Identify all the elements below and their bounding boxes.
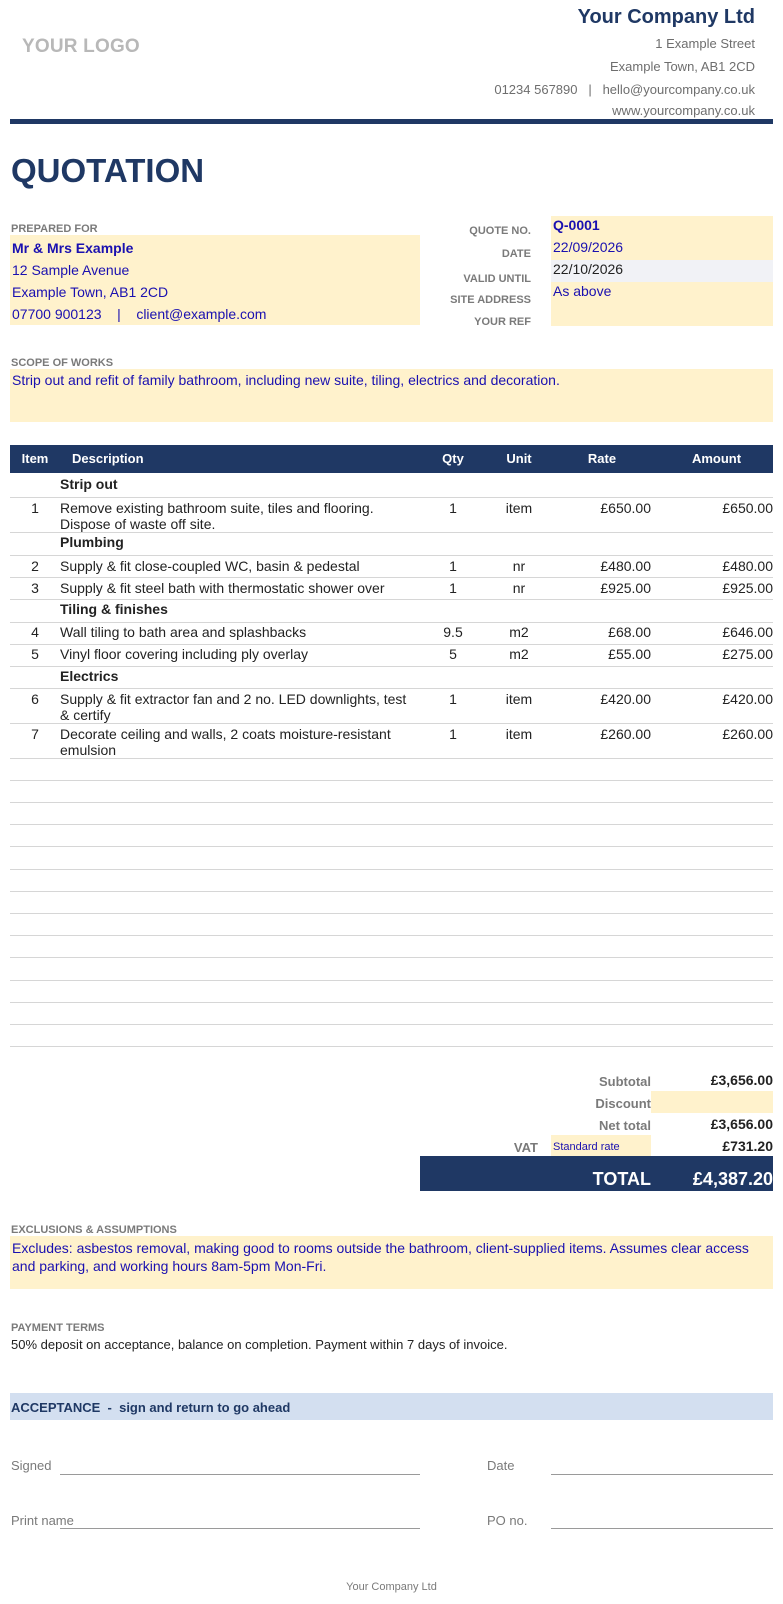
print-name-line[interactable] (60, 1528, 420, 1529)
payment-terms-text: 50% deposit on acceptance, balance on completion. Payment within 7 days of invoice. (11, 1337, 508, 1352)
empty-row-divider (10, 802, 773, 803)
row-6-item: 6 (31, 691, 39, 707)
client-name-field[interactable]: Mr & Mrs Example (12, 240, 134, 256)
grand-total-value: £4,387.20 (692, 1169, 773, 1189)
col-header-unit: Unit (506, 451, 532, 466)
po-number-label: PO no. (487, 1513, 528, 1528)
row-1-rate: £650.00 (600, 500, 651, 516)
net-total-label: Net total (599, 1118, 651, 1133)
scope-label: SCOPE OF WORKS (11, 357, 114, 369)
empty-row-divider (10, 824, 773, 825)
row-4-unit: m2 (509, 624, 529, 640)
signature-line[interactable] (60, 1474, 420, 1475)
valid-until-field[interactable]: 22/10/2026 (551, 260, 773, 282)
row-divider (10, 555, 773, 556)
vat-rate-select[interactable]: Standard rate (551, 1135, 651, 1157)
row-divider (10, 688, 773, 689)
row-7-unit: item (505, 726, 533, 742)
col-header-amount: Amount (691, 451, 742, 466)
signed-label: Signed (11, 1458, 52, 1473)
row-divider (10, 532, 773, 533)
company-website: www.yourcompany.co.uk (612, 103, 755, 118)
page-title: QUOTATION (11, 152, 205, 189)
row-divider (10, 644, 773, 645)
contact-separator: | (588, 82, 592, 97)
col-header-description: Description (72, 451, 144, 466)
empty-row-divider (10, 891, 773, 892)
row-6-amount: £420.00 (722, 691, 773, 707)
client-contact-separator: | (117, 306, 121, 322)
row-2-rate: £480.00 (600, 558, 651, 574)
site-address-label: SITE ADDRESS (450, 294, 531, 306)
row-4-amount: £646.00 (722, 624, 773, 640)
client-phone: 07700 900123 (12, 306, 102, 322)
row-3-qty: 1 (449, 580, 457, 596)
row-3-rate: £925.00 (600, 580, 651, 596)
row-1-amount: £650.00 (722, 500, 773, 516)
vat-label: VAT (513, 1140, 538, 1155)
exclusions-label: EXCLUSIONS & ASSUMPTIONS (11, 1224, 177, 1236)
row-divider (10, 622, 773, 623)
empty-row-divider (10, 846, 773, 847)
row-divider (10, 666, 773, 667)
subtotal-value: £3,656.00 (710, 1072, 773, 1088)
category-plumbing: Plumbing (60, 534, 124, 550)
company-contact (494, 82, 755, 97)
empty-row-divider (10, 935, 773, 936)
row-6-unit: item (505, 691, 533, 707)
row-divider (10, 599, 773, 600)
payment-terms-label: PAYMENT TERMS (11, 1322, 105, 1334)
acceptance-date-line[interactable] (551, 1474, 773, 1475)
row-7-description: Decorate ceiling and walls, 2 coats moisture-resistant emulsion (60, 726, 391, 758)
prepared-for-label: PREPARED FOR (11, 223, 98, 235)
row-3-unit: nr (512, 580, 526, 596)
col-header-qty: Qty (442, 451, 464, 466)
row-7-amount: £260.00 (722, 726, 773, 742)
row-2-qty: 1 (449, 558, 457, 574)
vat-value: £731.20 (722, 1138, 773, 1154)
quote-no-field[interactable]: Q-0001 (551, 216, 773, 238)
client-address-line1-field[interactable]: 12 Sample Avenue (12, 262, 130, 278)
client-contact-field[interactable] (12, 306, 266, 322)
row-5-unit: m2 (509, 646, 529, 662)
empty-row-divider (10, 780, 773, 781)
row-6-qty: 1 (449, 691, 457, 707)
col-header-rate: Rate (587, 451, 617, 466)
row-2-amount: £480.00 (722, 558, 773, 574)
company-email: hello@yourcompany.co.uk (602, 82, 755, 97)
exclusions-field[interactable]: Excludes: asbestos removal, making good to rooms outside the bathroom, client-supplied items. Assumes clear access and parking, and working hours 8am-5pm Mon-Fri. (10, 1236, 773, 1289)
site-address-field[interactable]: As above (551, 282, 773, 304)
empty-row-divider (10, 957, 773, 958)
company-logo-placeholder: YOUR LOGO (22, 36, 140, 57)
acceptance-date-label: Date (487, 1458, 515, 1473)
row-7-item: 7 (31, 726, 39, 742)
row-2-unit: nr (512, 558, 526, 574)
row-1-qty: 1 (449, 500, 457, 516)
row-divider (10, 497, 773, 498)
subtotal-label: Subtotal (599, 1074, 651, 1089)
empty-row-divider (10, 869, 773, 870)
row-2-item: 2 (31, 558, 39, 574)
row-divider (10, 758, 773, 759)
row-6-description: Supply & fit extractor fan and 2 no. LED downlights, test & certify (60, 691, 407, 723)
discount-label: Discount (595, 1096, 651, 1111)
row-2-description: Supply & fit close-coupled WC, basin & pedestal (60, 558, 360, 574)
print-name-label: Print name (11, 1513, 74, 1528)
grand-total-label: TOTAL (592, 1169, 651, 1189)
header-divider (10, 119, 773, 124)
row-6-rate: £420.00 (600, 691, 651, 707)
footer-company: Your Company Ltd (346, 1581, 437, 1593)
row-4-item: 4 (31, 624, 39, 640)
row-1-item: 1 (31, 500, 39, 516)
empty-row-divider (10, 980, 773, 981)
row-3-description: Supply & fit steel bath with thermostatic shower over (60, 580, 385, 596)
row-5-qty: 5 (449, 646, 457, 662)
company-address-line1: 1 Example Street (655, 36, 755, 51)
col-header-item: Item (21, 451, 49, 466)
scope-field[interactable]: Strip out and refit of family bathroom, including new suite, tiling, electrics and decoration. (10, 369, 773, 422)
quote-date-field[interactable]: 22/09/2026 (551, 238, 773, 260)
po-number-line[interactable] (551, 1528, 773, 1529)
company-address-line2: Example Town, AB1 2CD (610, 59, 755, 74)
row-1-unit: item (505, 500, 533, 516)
row-5-rate: £55.00 (608, 646, 651, 662)
row-5-item: 5 (31, 646, 39, 662)
net-total-value: £3,656.00 (710, 1116, 773, 1132)
row-4-rate: £68.00 (608, 624, 651, 640)
row-1-description: Remove existing bathroom suite, tiles and flooring. Dispose of waste off site. (60, 500, 374, 532)
company-phone: 01234 567890 (494, 82, 578, 97)
row-7-qty: 1 (449, 726, 457, 742)
row-divider (10, 577, 773, 578)
row-4-description: Wall tiling to bath area and splashbacks (60, 624, 307, 640)
row-4-qty: 9.5 (443, 624, 463, 640)
empty-row-divider (10, 1002, 773, 1003)
quote-no-label: QUOTE NO. (469, 225, 531, 237)
your-ref-label: YOUR REF (474, 316, 531, 328)
row-divider (10, 723, 773, 724)
quote-date-label: DATE (501, 248, 531, 260)
category-tiling-finishes: Tiling & finishes (60, 601, 168, 617)
category-electrics: Electrics (60, 668, 119, 684)
company-name: Your Company Ltd (577, 6, 755, 28)
discount-field[interactable] (651, 1091, 773, 1113)
category-strip-out: Strip out (60, 476, 118, 492)
acceptance-title: ACCEPTANCE - sign and return to go ahead (11, 1400, 291, 1415)
empty-row-divider (10, 1024, 773, 1025)
row-3-item: 3 (31, 580, 39, 596)
client-email: client@example.com (136, 306, 267, 322)
row-7-rate: £260.00 (600, 726, 651, 742)
row-3-amount: £925.00 (722, 580, 773, 596)
empty-row-divider (10, 913, 773, 914)
row-5-amount: £275.00 (722, 646, 773, 662)
row-5-description: Vinyl floor covering including ply overlay (60, 646, 308, 662)
empty-row-divider (10, 1046, 773, 1047)
valid-until-label: VALID UNTIL (463, 273, 531, 285)
client-address-line2-field[interactable]: Example Town, AB1 2CD (12, 284, 169, 300)
your-ref-field[interactable] (551, 304, 773, 326)
